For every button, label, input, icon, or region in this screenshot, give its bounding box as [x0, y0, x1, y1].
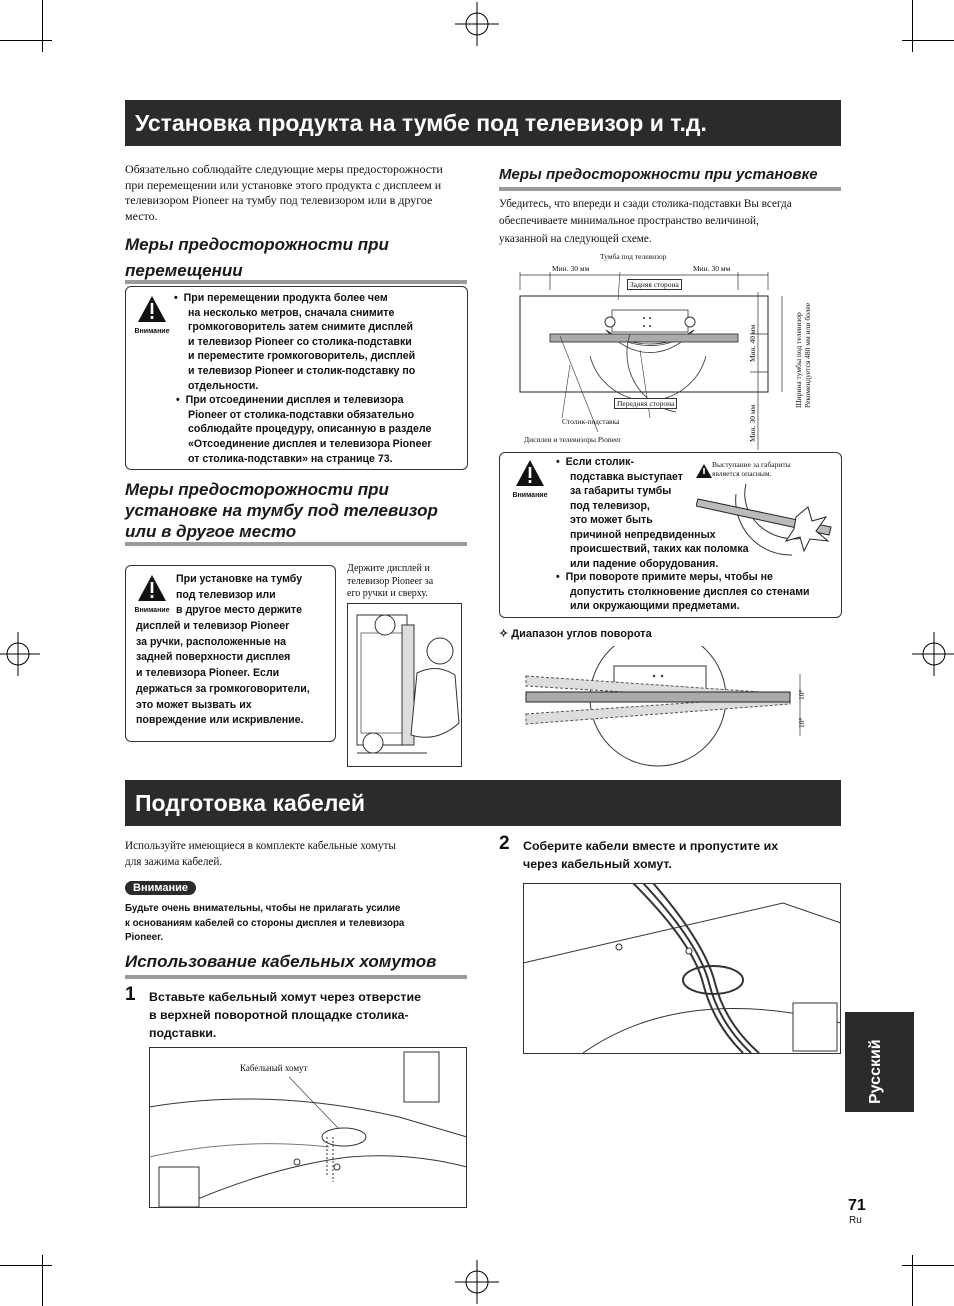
lifting-illustration	[347, 603, 462, 767]
step1-text: Вставьте кабельный хомут через отверстие в верхней поворотной площадке столика- подставки.	[149, 990, 421, 1040]
crop-mark	[0, 1265, 52, 1266]
language-tab: Русский	[845, 1012, 914, 1112]
heading-rule	[499, 187, 841, 191]
step1-illustration	[149, 1047, 467, 1208]
caution-badge: Внимание	[125, 881, 196, 895]
registration-mark	[455, 2, 499, 46]
warning-icon	[137, 295, 167, 323]
cables-intro: Используйте имеющиеся в комплекте кабельные хомуты для зажима кабелей.	[125, 840, 396, 868]
moving-heading: Меры предосторожности при перемещении	[125, 235, 389, 280]
warning-text: • При перемещении продукта более чем на несколько метров, сначала снимите громкоговоритель затем снимите дисплей и телевизор Pioneer со столика-подставки и переместите громкоговоритель, дисплей и телевизор Pioneer и столик-подставку по отдельности. • При отсоединении дисплея и телевизора Pioneer от столика-подставки обязательно соблюдайте процедуру, описанную в разделе «Отсоединение дисплея и телевизора Pioneer от столика-подставки» на странице 73.	[174, 292, 432, 465]
crop-mark	[902, 1265, 954, 1266]
warning-box-install-other: Внимание При установке на тумбу под телевизор или в другое место держите дисплей и телевизор Pioneer за ручки, расположенные на задней поверхности дисплея и телевизора Pioneer. Если держаться за громкоговорители, это может вызвать их повреждение или искривление.	[125, 565, 336, 742]
intro-text: Обязательно соблюдайте следующие меры предосторожности при перемещении или установке этого продукта с дисплеем и телевизором Pioneer на тумбу под телевизором или в другое место.	[125, 162, 443, 223]
section-title-bar	[125, 780, 841, 826]
warning-symbol: Внимание	[132, 574, 172, 614]
install-heading: Меры предосторожности при установке	[499, 166, 818, 183]
caution-text: Будьте очень внимательны, чтобы не прилагать усилие к основаниям кабелей со стороны дисплея и телевизора Pioneer.	[125, 903, 405, 943]
warning-box-moving	[125, 286, 468, 470]
registration-mark	[0, 632, 40, 676]
rotation-diagram	[520, 646, 816, 770]
step-number: 2	[499, 833, 510, 854]
warning-icon	[515, 459, 545, 487]
crop-mark	[902, 40, 954, 41]
clearance-diagram: Тумба под телевизор Мин. 30 мм Мин. 30 мм Задняя сторона Передняя сторона Столик-подставка Дисплеи и телевизоры Pioneer Мин. 40 мм Мин. 30 мм Ширина тумбы под телевизор Рекомендуется 480 мм или более	[510, 250, 840, 450]
heading-rule	[125, 542, 467, 546]
section-title-bar	[125, 100, 841, 146]
heading-rule	[125, 975, 467, 979]
section-title: Подготовка кабелей	[135, 790, 366, 816]
crop-mark	[0, 40, 52, 41]
step-number: 1	[125, 984, 136, 1005]
registration-mark	[455, 1260, 499, 1304]
warning-box-install: Внимание • Если столик- подставка выступает за габариты тумбы под телевизор, это может быть причиной непредвиденных происшествий, таких как поломка или падение оборудования. • При повороте примите меры, чтобы не допустить столкновение дисплея со стенами или окружающими предметами. Выступание за габариты является опасным.	[499, 452, 842, 618]
warning-symbol: Внимание	[132, 295, 172, 335]
step2-illustration	[523, 883, 841, 1054]
crop-mark	[912, 0, 913, 52]
install-other-heading: Меры предосторожности при установке на тумбу под телевизор или в другое место	[125, 480, 438, 541]
clamps-heading: Использование кабельных хомутов	[125, 952, 437, 971]
section-title: Установка продукта на тумбе под телевизор и т.д.	[135, 110, 707, 136]
crop-mark	[42, 1255, 43, 1306]
install-text: Убедитесь, что впереди и сзади столика-подставки Вы всегда обеспечиваете минимальное пространство величиной, указанной на следующей схеме.	[499, 198, 792, 245]
heading-rule	[125, 280, 467, 284]
warning-symbol: Внимание	[510, 459, 550, 499]
crop-mark	[912, 1255, 913, 1306]
clamp-label: Кабельный хомут	[240, 1063, 308, 1073]
rotation-heading: ✧ Диапазон углов поворота	[499, 628, 652, 640]
step2-text: Соберите кабели вместе и пропустите их через кабельный хомут.	[523, 839, 779, 871]
page-number: 71	[848, 1197, 866, 1214]
warning-icon	[137, 574, 167, 602]
page-language: Ru	[849, 1215, 862, 1226]
illustration-caption: Держите дисплей и телевизор Pioneer за его ручки и сверху.	[347, 563, 434, 599]
crop-mark	[42, 0, 43, 52]
registration-mark	[912, 632, 954, 676]
